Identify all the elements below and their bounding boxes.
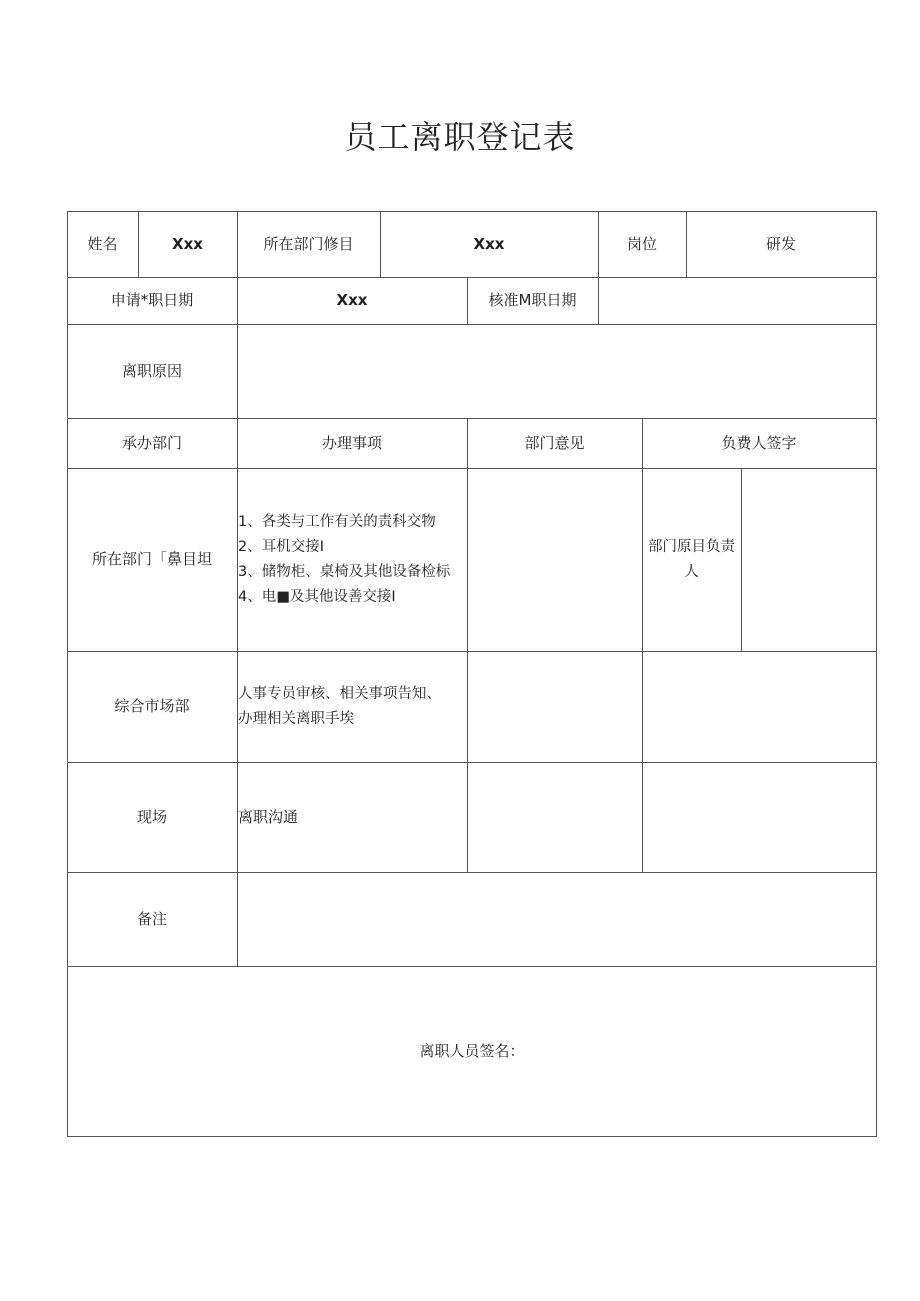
dept-opinion-cell: [467, 468, 642, 651]
name-label: 姓名: [87, 234, 118, 253]
apply-date-value: Xxx: [336, 291, 368, 309]
list-item: 2、耳机交接I: [238, 538, 325, 555]
site-row-label: 现场: [136, 807, 167, 826]
hr-task: 人事专员审核、相关事项告知、 办理相关离职手埃: [238, 685, 441, 727]
approve-date-label: 核准M职日期: [488, 291, 577, 309]
list-item: 3、储物柜、桌椅及其他设备检标: [238, 563, 451, 580]
list-item: 4、电■及其他设善交接I: [238, 588, 396, 605]
col-divider: [741, 468, 742, 651]
name-value: Xxx: [172, 234, 203, 253]
page-title: 员工离职登记表: [344, 118, 576, 156]
approve-date-value: [598, 277, 876, 324]
site-task: 离职沟通: [238, 807, 299, 826]
resignation-form: [67, 211, 877, 1137]
remarks-value: [237, 872, 876, 966]
table-border-bottom: [67, 1136, 877, 1137]
apply-date-label: 申请*职日期: [110, 291, 194, 309]
reason-label: 离职原因: [121, 361, 182, 380]
hr-row-label: 综合市场部: [114, 697, 190, 715]
list-item: 1、各类与工作有关的责科交物: [238, 513, 436, 530]
dept-value: Xxx: [473, 234, 505, 253]
employee-signature-label: 离职人员签名：: [419, 1041, 525, 1060]
reason-value: [237, 324, 876, 418]
dept-head-label: 部门原目负责 人: [648, 538, 735, 580]
header-tasks: 办理事项: [321, 433, 382, 452]
header-signature: 负费人签字: [721, 433, 797, 452]
header-opinion: 部门意见: [524, 433, 585, 452]
post-value: 研发: [765, 234, 796, 253]
header-dept: 承办部门: [121, 433, 182, 452]
dept-row-label: 所在部门「鼻目坦: [91, 550, 212, 568]
dept-label: 所在部门修目: [263, 234, 354, 253]
dept-task-list: [238, 468, 467, 651]
remarks-label: 备注: [136, 909, 167, 928]
post-label: 岗位: [626, 234, 657, 253]
